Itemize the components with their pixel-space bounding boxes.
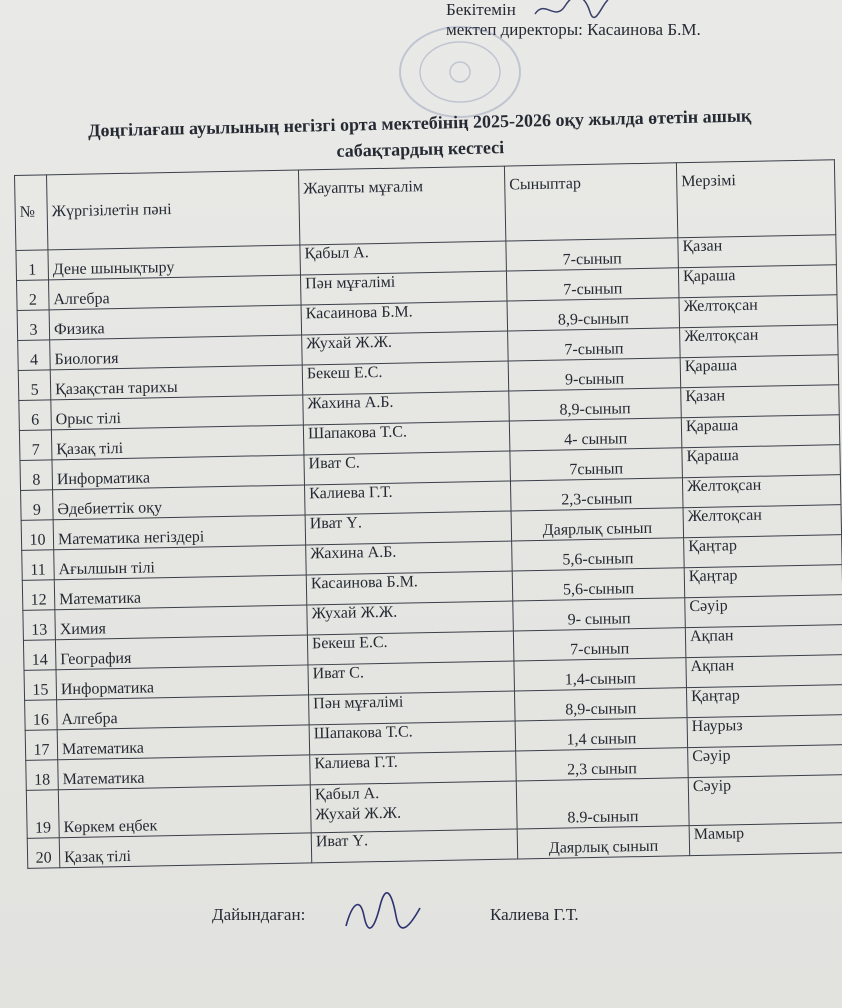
row-grade: 7-сынып: [508, 328, 681, 361]
row-date: Желтоқсан: [680, 325, 839, 358]
school-stamp: [395, 22, 525, 122]
row-number: 19: [26, 790, 59, 839]
row-date: Сәуір: [688, 775, 842, 826]
row-teacher: Бекеш Е.С.: [302, 361, 509, 395]
title-line-1: Дөңгілағаш ауылының негізгі орта мектебінің 2025-2026 оқу жылда өтетін ашық: [87, 105, 752, 141]
row-subject: Математика: [54, 575, 307, 610]
row-subject: Қазақстан тарихы: [50, 365, 303, 400]
row-grade: 5,6-сынып: [512, 568, 685, 601]
row-number: 3: [17, 310, 50, 341]
approval-director: мектеп директоры: Касаинова Б.М.: [446, 20, 701, 39]
row-number: 20: [27, 838, 60, 869]
row-date: Желтоқсан: [682, 475, 841, 508]
row-teacher: Қабыл А.: [300, 241, 507, 275]
row-teacher: Касаинова Б.М.: [306, 571, 513, 605]
row-date: Қараша: [680, 355, 839, 388]
row-number: 7: [19, 430, 52, 461]
prepared-by-name: Калиева Г.Т.: [490, 905, 579, 924]
row-subject: География: [55, 635, 308, 670]
row-number: 1: [16, 250, 49, 281]
row-grade: 8,9-сынып: [507, 298, 680, 331]
header-date: Мерзімі: [676, 160, 835, 238]
row-number: 2: [17, 280, 50, 311]
row-teacher: Жухай Ж.Ж.: [307, 601, 514, 635]
row-grade: 7сынып: [510, 448, 683, 481]
row-teacher: Иват Ү.: [311, 829, 518, 863]
row-grade: 5,6-сынып: [512, 538, 685, 571]
row-grade: 9- сынып: [513, 598, 686, 631]
row-grade: 7-сынып: [506, 238, 679, 271]
row-date: Ақпан: [686, 655, 842, 688]
row-date: Қараша: [682, 445, 841, 478]
row-grade: 1,4-сынып: [514, 658, 687, 691]
row-date: Желтоқсан: [683, 505, 842, 538]
row-date: Қараша: [678, 265, 837, 298]
row-grade: 2,3 сынып: [516, 748, 689, 781]
row-grade: 1,4 сынып: [515, 718, 688, 751]
row-date: Мамыр: [689, 823, 842, 856]
row-date: Қаңтар: [684, 535, 842, 568]
page-title: [20, 101, 821, 171]
row-date: Сәуір: [685, 595, 842, 628]
header-subject: Жүргізілетін пәні: [47, 170, 300, 250]
row-number: 4: [18, 340, 51, 371]
row-teacher: Касаинова Б.М.: [301, 301, 508, 335]
row-number: 8: [20, 460, 53, 491]
row-teacher: Калиева Г.Т.: [310, 751, 517, 785]
row-number: 14: [23, 640, 56, 671]
row-date: Ақпан: [685, 625, 842, 658]
row-subject: Информатика: [52, 455, 305, 490]
row-grade: 4- сынып: [509, 418, 682, 451]
row-date: Қазан: [681, 385, 840, 418]
row-grade: 7-сынып: [513, 628, 686, 661]
header-teacher: Жауапты мұғалім: [298, 166, 505, 245]
row-number: 17: [25, 730, 58, 761]
row-number: 13: [23, 610, 56, 641]
row-date: Сәуір: [688, 745, 842, 778]
row-number: 12: [22, 580, 55, 611]
row-subject: Ағылшын тілі: [54, 545, 307, 580]
row-subject: Информатика: [56, 665, 309, 700]
row-number: 5: [18, 370, 51, 401]
row-teacher: Жахина А.Б.: [306, 541, 513, 575]
row-number: 16: [25, 700, 58, 731]
row-date: Қазан: [678, 235, 837, 268]
row-number: 18: [26, 760, 59, 791]
row-teacher: Иват С.: [304, 451, 511, 485]
row-date: Қаңтар: [686, 685, 842, 718]
row-date: Желтоқсан: [679, 295, 838, 328]
row-teacher: Шапакова Т.С.: [303, 421, 510, 455]
row-subject: Орыс тілі: [51, 395, 304, 430]
row-teacher: Жухай Ж.Ж.: [302, 331, 509, 365]
row-number: 6: [19, 400, 52, 431]
row-grade: 8,9-сынып: [514, 688, 687, 721]
row-date: Қараша: [681, 415, 840, 448]
row-grade: Даярлық сынып: [517, 826, 690, 859]
row-subject: Математика: [57, 725, 310, 760]
row-number: 10: [21, 520, 54, 551]
row-subject: Математика: [58, 755, 311, 790]
row-teacher: Бекеш Е.С.: [307, 631, 514, 665]
row-subject: Физика: [49, 305, 302, 340]
row-subject: Биология: [50, 335, 303, 370]
row-number: 9: [21, 490, 54, 521]
row-teacher: Калиева Г.Т.: [305, 481, 512, 515]
row-subject: Қазақ тілі: [59, 833, 312, 868]
approval-label: Бекітемін: [446, 0, 516, 19]
row-teacher: Пән мұғалімі: [300, 271, 507, 305]
prepared-by-label: Дайындаған:: [212, 905, 306, 924]
row-teacher: Шапакова Т.С.: [309, 721, 516, 755]
row-subject: Қазақ тілі: [51, 425, 304, 460]
row-subject: Көркем еңбек: [58, 785, 311, 838]
row-subject: Химия: [55, 605, 308, 640]
row-teacher: [310, 781, 517, 833]
row-teacher: Иват С.: [308, 661, 515, 695]
row-teacher: Пән мұғалімі: [309, 691, 516, 725]
director-signature: [530, 0, 610, 24]
row-grade: 8,9-сынып: [509, 388, 682, 421]
row-number: 15: [24, 670, 57, 701]
row-grade: 9-сынып: [508, 358, 681, 391]
row-grade: 2,3-сынып: [510, 478, 683, 511]
header-number: №: [15, 175, 48, 251]
row-teacher: Иват Ү.: [305, 511, 512, 545]
preparer-signature: [340, 886, 430, 936]
header-grades: Сыныптар: [504, 163, 677, 241]
row-subject: Алгебра: [49, 275, 302, 310]
row-grade: 8.9-сынып: [516, 778, 689, 829]
row-subject: Алгебра: [57, 695, 310, 730]
row-grade: Даярлық сынып: [511, 508, 684, 541]
schedule-table: [14, 159, 842, 869]
schedule-table-wrapper: [14, 159, 842, 869]
row-date: Наурыз: [687, 715, 842, 748]
row-date: Қаңтар: [684, 565, 842, 598]
row-teacher: Жахина А.Б.: [303, 391, 510, 425]
title-line-2: сабақтардың кестесі: [336, 137, 505, 161]
row-subject: Әдебиеттік оқу: [53, 485, 306, 520]
row-subject: Математика негіздері: [53, 515, 306, 550]
row-teacher-2: Жухай Ж.Ж.: [315, 804, 402, 824]
row-teacher-1: Қабыл А.: [314, 785, 380, 804]
row-number: 11: [22, 550, 55, 581]
row-grade: 7-сынып: [506, 268, 679, 301]
row-subject: Дене шынықтыру: [48, 245, 301, 280]
